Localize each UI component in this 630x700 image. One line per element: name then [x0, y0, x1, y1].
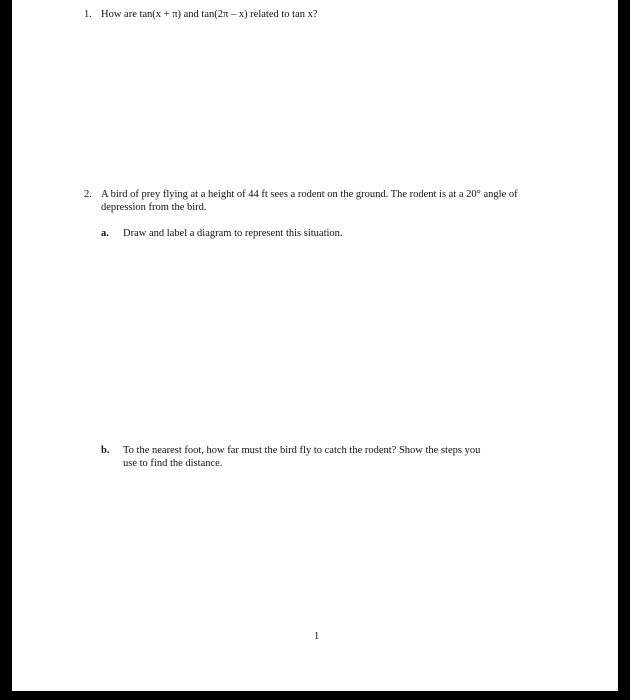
part-text	[123, 444, 480, 470]
part-text: Draw and label a diagram to represent this situation.	[123, 228, 343, 239]
question-text	[101, 188, 518, 214]
worksheet-page	[12, 0, 618, 691]
question-number: 1.	[84, 9, 92, 20]
page-number: 1	[314, 631, 320, 642]
question-text-line: depression from the bird.	[101, 202, 207, 213]
part-label: b.	[101, 445, 110, 456]
part-text-line: To the nearest foot, how far must the bird fly to catch the rodent? Show the steps you	[123, 445, 481, 456]
part-label: a.	[101, 228, 109, 239]
question-number: 2.	[84, 189, 92, 200]
question-text: How are tan(x + π) and tan(2π – x) related to tan x?	[101, 9, 318, 20]
question-text-line: A bird of prey flying at a height of 44 ft sees a rodent on the ground. The rodent is at a 20° angle of	[101, 189, 518, 200]
part-text-line: use to find the distance.	[123, 458, 223, 469]
